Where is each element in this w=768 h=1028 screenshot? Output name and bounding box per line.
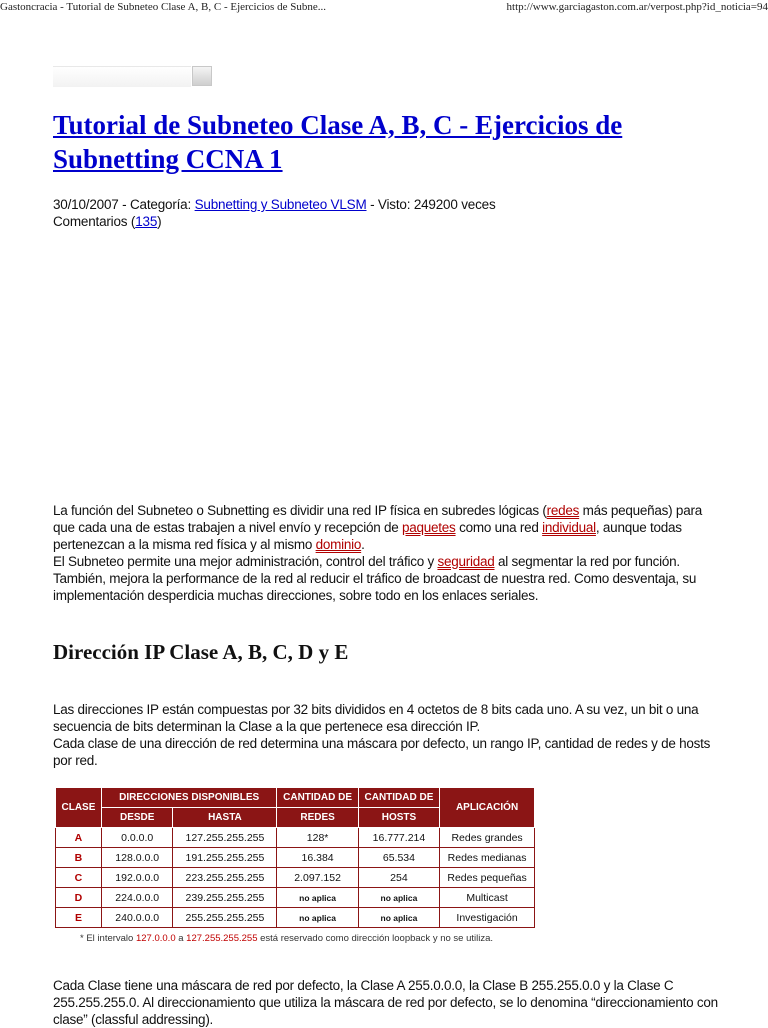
header-aplicacion: APLICACIÓN (440, 788, 535, 828)
footnote-ip-start: 127.0.0.0 (135, 933, 176, 944)
print-header-url: http://www.garciagaston.com.ar/verpost.php?id_noticia=94 (506, 1, 768, 13)
header-redes: REDES (277, 808, 358, 828)
ip-class-table (55, 787, 535, 928)
closing-text (53, 977, 723, 1028)
table-row: B 128.0.0.0 191.255.255.255 16.384 65.534 Redes medianas (56, 848, 535, 868)
section-heading: Dirección IP Clase A, B, C, D y E (53, 640, 349, 664)
category-label: Categoría: (129, 197, 192, 212)
header-desde: DESDE (101, 808, 173, 828)
footnote-ip-end: 127.255.255.255 (186, 933, 258, 944)
header-cant-hosts: CANTIDAD DE (358, 788, 439, 808)
header-direcciones: DIRECCIONES DISPONIBLES (101, 788, 276, 808)
section-paragraph-2: Cada clase de una dirección de red determina una máscara por defecto, un rango IP, cantidad de redes y de hosts por red. (53, 736, 711, 768)
article-meta (53, 196, 496, 230)
table-row: A 0.0.0.0 127.255.255.255 128* 16.777.214 Redes grandes (56, 828, 535, 848)
comments-label: Comentarios (53, 214, 128, 229)
section-text (53, 701, 723, 769)
keyword-link-redes[interactable]: redes (546, 503, 580, 518)
share-widget-bar (53, 66, 191, 87)
views-suffix: veces (461, 197, 496, 212)
keyword-link-paquetes[interactable]: paquetes (402, 520, 456, 535)
keyword-link-individual[interactable]: individual (542, 520, 596, 535)
views-label: Visto: (377, 197, 411, 212)
table-row: D 224.0.0.0 239.255.255.255 no aplica no aplica Multicast (56, 888, 535, 908)
article-title (53, 108, 733, 176)
header-hosts: HOSTS (358, 808, 439, 828)
keyword-link-seguridad[interactable]: seguridad (437, 554, 495, 569)
intro-paragraph-1: La función del Subneteo o Subnetting es dividir una red IP física en subredes lógicas (redes más pequeñas) para que cada una de estas trabajen a nivel envío y recepción de paquetes como una red individual, aunque todas pertenezcan a la misma red física y al mismo dominio. (53, 503, 702, 552)
article-meta-line: 30/10/2007 - Categoría: Subnetting y Subneteo VLSM - Visto: 249200 veces (53, 197, 496, 212)
closing-paragraph: Cada Clase tiene una máscara de red por defecto, la Clase A 255.0.0.0, la Clase B 255.255.0.0 y la Clase C 255.255.255.0. Al direccionamiento que utiliza la máscara de red por defecto, se lo denomina “direccionamiento con clase” (classful addressing). (53, 978, 718, 1027)
share-widget-button[interactable] (192, 66, 212, 86)
table-footnote: * El intervalo 127.0.0.0 a 127.255.255.255 está reservado como dirección loopback y no se utiliza. (80, 933, 494, 944)
header-cant-redes: CANTIDAD DE (277, 788, 358, 808)
intro-paragraph-2: El Subneteo permite una mejor administración, control del tráfico y seguridad al segmentar la red por función. También, mejora la performance de la red al reducir el tráfico de broadcast de nuestra red. Como desventaja, su implementación desperdicia muchas direcciones, sobre todo en los enlaces seriales. (53, 554, 697, 603)
print-header-title: Gastoncracia - Tutorial de Subneteo Clase A, B, C - Ejercicios de Subne... (0, 1, 326, 13)
print-header (0, 0, 768, 16)
table-row: C 192.0.0.0 223.255.255.255 2.097.152 254 Redes pequeñas (56, 868, 535, 888)
category-link[interactable]: Subnetting y Subneteo VLSM (194, 197, 367, 212)
header-hasta: HASTA (173, 808, 277, 828)
table-row: E 240.0.0.0 255.255.255.255 no aplica no aplica Investigación (56, 908, 535, 928)
comments-line: Comentarios (135) (53, 214, 162, 229)
intro-text (53, 502, 723, 604)
header-clase: CLASE (56, 788, 102, 828)
section-paragraph-1: Las direcciones IP están compuestas por 32 bits divididos en 4 octetos de 8 bits cada uno. A su vez, un bit o una secuencia de bits determinan la Clase a la que pertenece esa dirección IP. (53, 702, 699, 734)
article-title-link[interactable]: Tutorial de Subneteo Clase A, B, C - Ejercicios de Subnetting CCNA 1 (53, 110, 623, 174)
keyword-link-dominio[interactable]: dominio (315, 537, 362, 552)
comments-count-link[interactable]: 135 (135, 214, 158, 229)
article-date: 30/10/2007 (53, 197, 119, 212)
views-count: 249200 (413, 197, 458, 212)
share-widget[interactable] (53, 66, 212, 88)
